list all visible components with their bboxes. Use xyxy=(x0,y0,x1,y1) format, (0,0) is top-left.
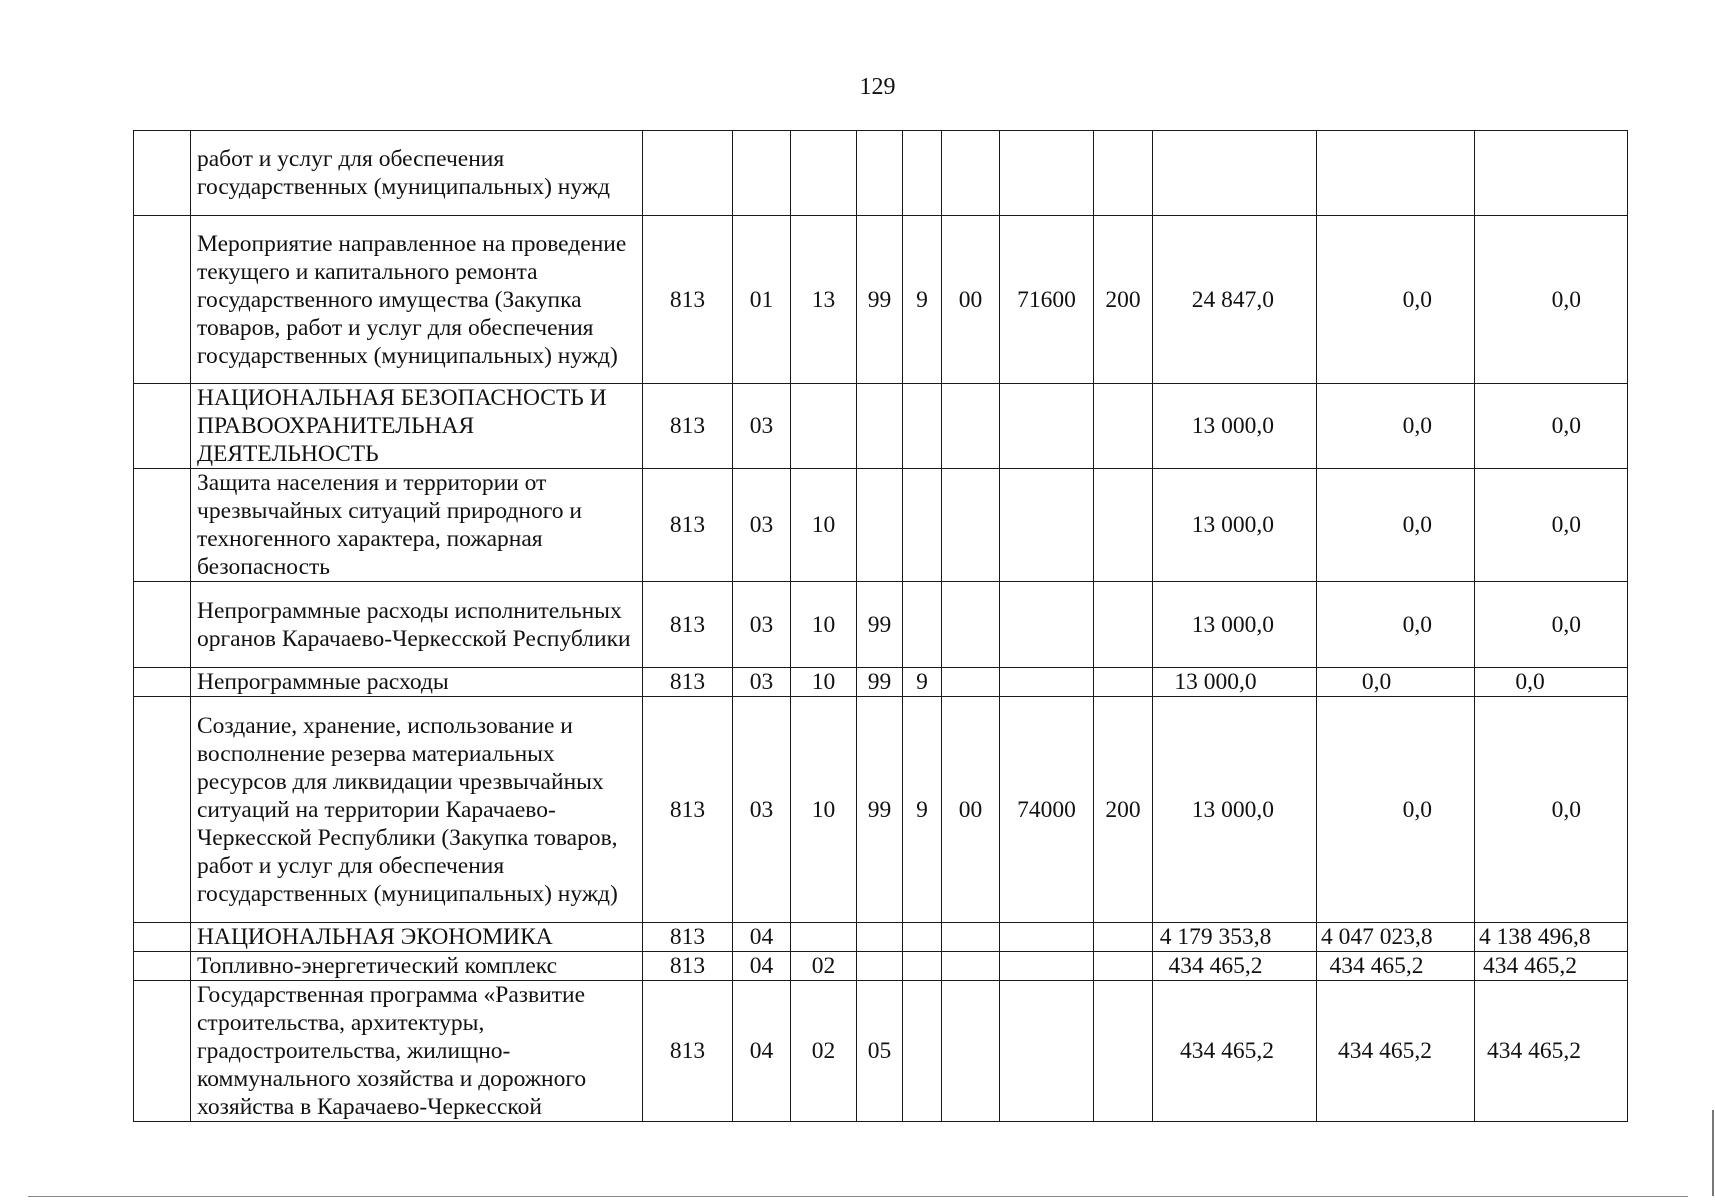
code-pr xyxy=(791,131,857,216)
code-csr3 xyxy=(942,952,1000,981)
code-csr2 xyxy=(903,131,942,216)
code-pr: 02 xyxy=(791,981,857,1122)
table-row xyxy=(134,952,1628,981)
amount-year3: 434 465,2 xyxy=(1475,981,1628,1122)
table-row xyxy=(134,469,1628,582)
code-gr xyxy=(643,131,733,216)
amount-year1: 13 000,0 xyxy=(1153,582,1317,668)
code-pr: 13 xyxy=(791,216,857,384)
amount-year1: 13 000,0 xyxy=(1153,697,1317,923)
amount-year3: 0,0 xyxy=(1475,582,1628,668)
code-vr xyxy=(1094,923,1153,952)
code-csr1: 99 xyxy=(857,697,903,923)
code-rz xyxy=(733,131,791,216)
code-csr3 xyxy=(942,668,1000,697)
code-vr: 200 xyxy=(1094,697,1153,923)
code-gr: 813 xyxy=(643,952,733,981)
code-pr: 10 xyxy=(791,697,857,923)
code-csr1 xyxy=(857,384,903,469)
table-row xyxy=(134,981,1628,1122)
code-csr4 xyxy=(1000,952,1094,981)
code-gr: 813 xyxy=(643,216,733,384)
code-csr4: 74000 xyxy=(1000,697,1094,923)
code-gr: 813 xyxy=(643,668,733,697)
code-gr: 813 xyxy=(643,697,733,923)
code-csr2 xyxy=(903,981,942,1122)
code-csr3 xyxy=(942,582,1000,668)
code-csr1 xyxy=(857,131,903,216)
code-csr2: 9 xyxy=(903,697,942,923)
row-index-cell xyxy=(134,469,191,582)
amount-year1: 434 465,2 xyxy=(1153,952,1317,981)
code-rz: 03 xyxy=(733,582,791,668)
code-csr2 xyxy=(903,469,942,582)
code-rz: 04 xyxy=(733,923,791,952)
code-csr4 xyxy=(1000,981,1094,1122)
code-gr: 813 xyxy=(643,981,733,1122)
code-csr4 xyxy=(1000,469,1094,582)
amount-year1 xyxy=(1153,131,1317,216)
amount-year3: 4 138 496,8 xyxy=(1475,923,1628,952)
scan-edge-line xyxy=(28,1196,1688,1197)
amount-year1: 24 847,0 xyxy=(1153,216,1317,384)
amount-year2: 0,0 xyxy=(1317,697,1475,923)
code-csr3 xyxy=(942,384,1000,469)
table-row xyxy=(134,131,1628,216)
amount-year1: 13 000,0 xyxy=(1153,668,1317,697)
code-csr2 xyxy=(903,952,942,981)
code-csr3: 00 xyxy=(942,697,1000,923)
amount-year2: 434 465,2 xyxy=(1317,981,1475,1122)
row-name: НАЦИОНАЛЬНАЯ ЭКОНОМИКА xyxy=(191,923,643,952)
code-csr3 xyxy=(942,923,1000,952)
amount-year1: 4 179 353,8 xyxy=(1153,923,1317,952)
code-csr1 xyxy=(857,952,903,981)
code-gr: 813 xyxy=(643,384,733,469)
amount-year3: 0,0 xyxy=(1475,216,1628,384)
amount-year3: 0,0 xyxy=(1475,469,1628,582)
code-csr4 xyxy=(1000,668,1094,697)
code-csr2 xyxy=(903,384,942,469)
code-csr4 xyxy=(1000,923,1094,952)
row-name: Защита населения и территории от чрезвычайных ситуаций природного и техногенного характера, пожарная безопасность xyxy=(191,469,643,582)
code-rz: 04 xyxy=(733,981,791,1122)
table-row xyxy=(134,697,1628,923)
row-name: Непрограммные расходы исполнительных органов Карачаево-Черкесской Республики xyxy=(191,582,643,668)
code-pr: 10 xyxy=(791,668,857,697)
table-row xyxy=(134,216,1628,384)
code-pr: 02 xyxy=(791,952,857,981)
amount-year2: 4 047 023,8 xyxy=(1317,923,1475,952)
code-vr xyxy=(1094,668,1153,697)
code-vr xyxy=(1094,469,1153,582)
code-vr xyxy=(1094,131,1153,216)
code-rz: 03 xyxy=(733,668,791,697)
row-index-cell xyxy=(134,981,191,1122)
code-csr1 xyxy=(857,469,903,582)
code-csr2 xyxy=(903,923,942,952)
amount-year3 xyxy=(1475,131,1628,216)
code-csr2 xyxy=(903,582,942,668)
row-name: работ и услуг для обеспечения государственных (муниципальных) нужд xyxy=(191,131,643,216)
code-vr xyxy=(1094,981,1153,1122)
code-csr1: 99 xyxy=(857,582,903,668)
code-csr3 xyxy=(942,131,1000,216)
amount-year3: 434 465,2 xyxy=(1475,952,1628,981)
code-csr3: 00 xyxy=(942,216,1000,384)
code-csr3 xyxy=(942,981,1000,1122)
row-name: Непрограммные расходы xyxy=(191,668,643,697)
row-name: Государственная программа «Развитие строительства, архитектуры, градостроительства, жилищно-коммунального хозяйства и дорожного хозяйства в Карачаево-Черкесской xyxy=(191,981,643,1122)
row-index-cell xyxy=(134,384,191,469)
table-row xyxy=(134,582,1628,668)
amount-year2: 0,0 xyxy=(1317,216,1475,384)
amount-year1: 434 465,2 xyxy=(1153,981,1317,1122)
amount-year2: 0,0 xyxy=(1317,582,1475,668)
code-csr2: 9 xyxy=(903,216,942,384)
code-gr: 813 xyxy=(643,469,733,582)
amount-year2 xyxy=(1317,131,1475,216)
code-csr1 xyxy=(857,923,903,952)
code-vr xyxy=(1094,384,1153,469)
code-pr: 10 xyxy=(791,582,857,668)
row-index-cell xyxy=(134,668,191,697)
amount-year3: 0,0 xyxy=(1475,384,1628,469)
row-index-cell xyxy=(134,582,191,668)
code-rz: 03 xyxy=(733,384,791,469)
budget-table xyxy=(133,130,1628,1122)
table-row xyxy=(134,668,1628,697)
row-name: Топливно-энергетический комплекс xyxy=(191,952,643,981)
page-number: 129 xyxy=(859,74,896,100)
code-gr: 813 xyxy=(643,923,733,952)
amount-year2: 0,0 xyxy=(1317,384,1475,469)
row-name: Создание, хранение, использование и восполнение резерва материальных ресурсов для ликвидации чрезвычайных ситуаций на территории Карачаево-Черкесской Республики (Закупка товаров, работ и услуг для обеспечения государственных (муниципальных) нужд) xyxy=(191,697,643,923)
amount-year2: 0,0 xyxy=(1317,469,1475,582)
amount-year2: 0,0 xyxy=(1317,668,1475,697)
code-rz: 01 xyxy=(733,216,791,384)
amount-year1: 13 000,0 xyxy=(1153,384,1317,469)
code-csr4 xyxy=(1000,131,1094,216)
code-vr xyxy=(1094,952,1153,981)
amount-year3: 0,0 xyxy=(1475,668,1628,697)
code-vr: 200 xyxy=(1094,216,1153,384)
code-csr1: 05 xyxy=(857,981,903,1122)
row-index-cell xyxy=(134,923,191,952)
code-csr1: 99 xyxy=(857,216,903,384)
code-pr: 10 xyxy=(791,469,857,582)
row-index-cell xyxy=(134,697,191,923)
row-name: НАЦИОНАЛЬНАЯ БЕЗОПАСНОСТЬ И ПРАВООХРАНИТЕЛЬНАЯ ДЕЯТЕЛЬНОСТЬ xyxy=(191,384,643,469)
code-csr3 xyxy=(942,469,1000,582)
code-csr4 xyxy=(1000,384,1094,469)
code-csr4: 71600 xyxy=(1000,216,1094,384)
table-row xyxy=(134,923,1628,952)
code-pr xyxy=(791,923,857,952)
code-csr2: 9 xyxy=(903,668,942,697)
code-vr xyxy=(1094,582,1153,668)
row-index-cell xyxy=(134,952,191,981)
row-name: Мероприятие направленное на проведение текущего и капитального ремонта государственного имущества (Закупка товаров, работ и услуг для обеспечения государственных (муниципальных) нужд) xyxy=(191,216,643,384)
code-rz: 03 xyxy=(733,469,791,582)
row-index-cell xyxy=(134,131,191,216)
scan-edge-line xyxy=(1712,1110,1714,1196)
amount-year2: 434 465,2 xyxy=(1317,952,1475,981)
code-gr: 813 xyxy=(643,582,733,668)
table-body xyxy=(134,131,1628,1122)
code-csr1: 99 xyxy=(857,668,903,697)
row-index-cell xyxy=(134,216,191,384)
code-pr xyxy=(791,384,857,469)
amount-year1: 13 000,0 xyxy=(1153,469,1317,582)
code-csr4 xyxy=(1000,582,1094,668)
code-rz: 03 xyxy=(733,697,791,923)
code-rz: 04 xyxy=(733,952,791,981)
amount-year3: 0,0 xyxy=(1475,697,1628,923)
table-row xyxy=(134,384,1628,469)
